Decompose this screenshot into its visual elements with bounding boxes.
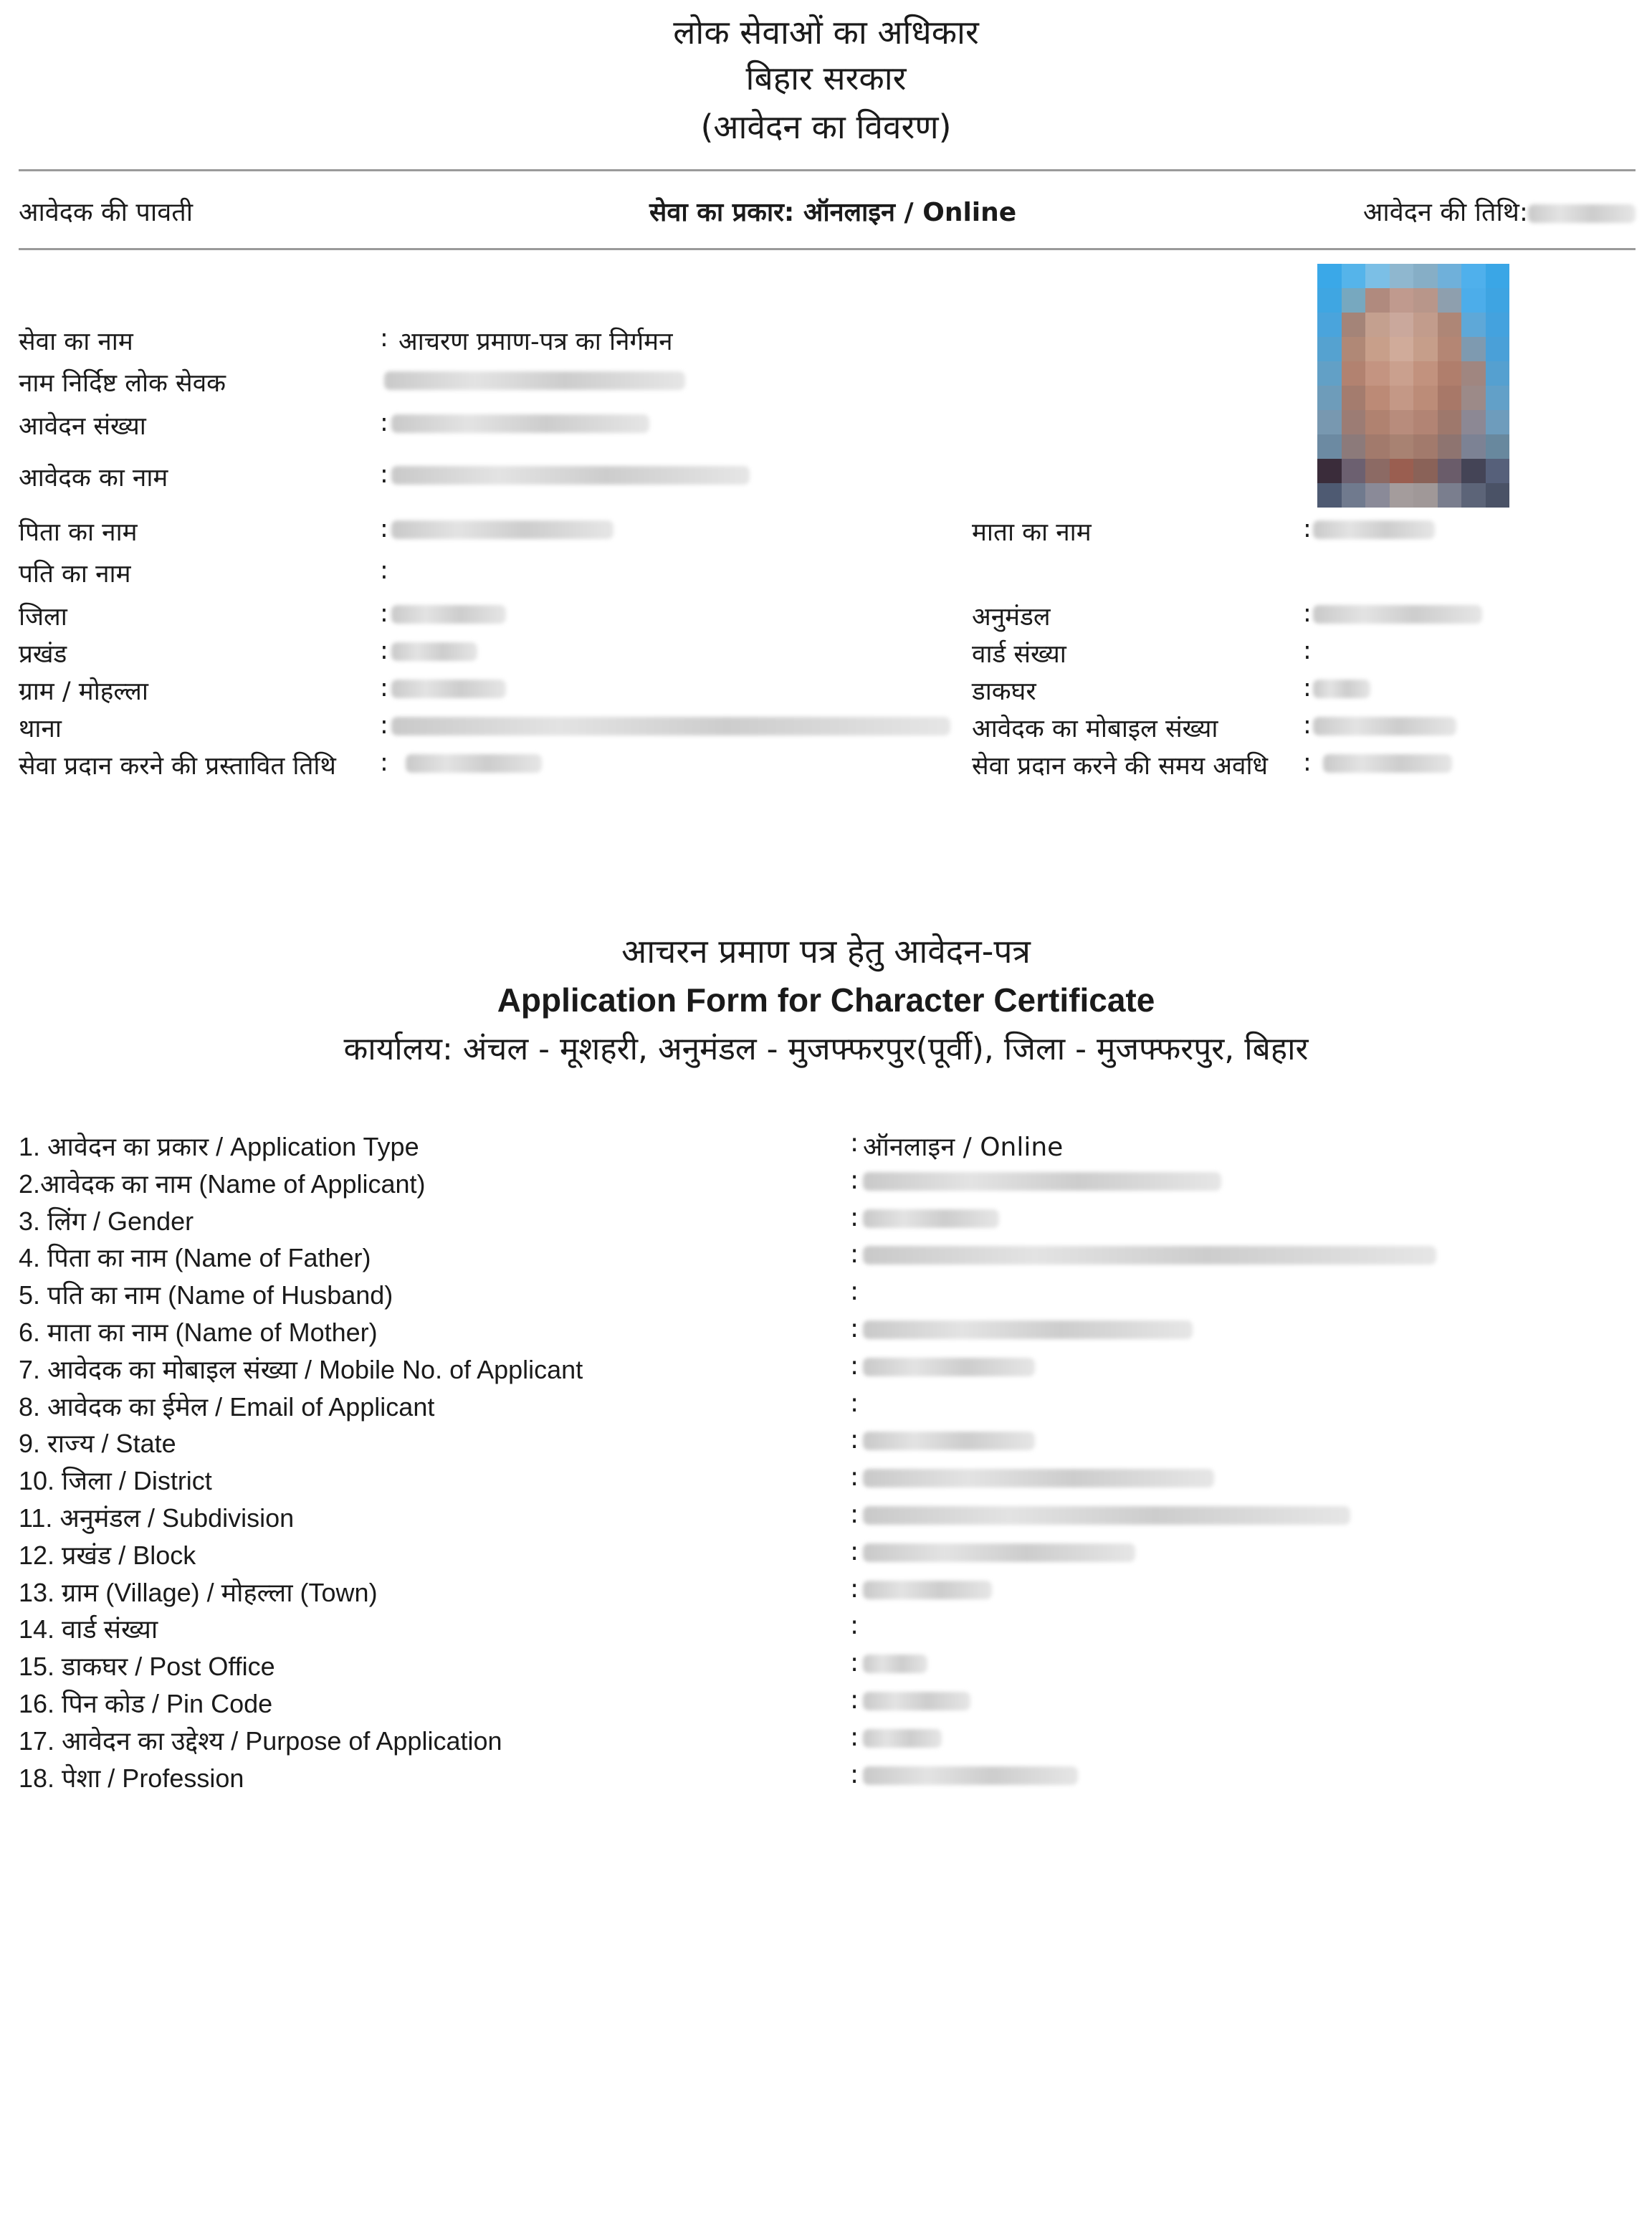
redacted-value xyxy=(1313,680,1370,698)
form-field-value xyxy=(863,1537,1135,1566)
redacted-value xyxy=(391,642,477,661)
redacted-value xyxy=(391,466,750,485)
info-district: जिला : xyxy=(19,599,950,635)
form-field-value xyxy=(863,1314,1193,1343)
form-field-row: 2.आवेदक का नाम (Name of Applicant) : xyxy=(19,1166,1595,1201)
form-field-row: 12. प्रखंड / Block : xyxy=(19,1537,1595,1573)
redacted-value xyxy=(406,754,542,773)
redacted-value xyxy=(863,1655,927,1673)
form-field-value xyxy=(863,1685,970,1715)
redacted-value xyxy=(863,1469,1214,1487)
redacted-value xyxy=(391,680,506,698)
form-field-row: 6. माता का नाम (Name of Mother) : xyxy=(19,1314,1595,1350)
form-field-label: 1. आवेदन का प्रकार / Application Type xyxy=(19,1132,419,1161)
form-field-label: 15. डाकघर / Post Office xyxy=(19,1652,275,1681)
header-title-line3: (आवेदन का विवरण) xyxy=(700,108,952,146)
applicant-photo xyxy=(1317,264,1509,508)
form-field-value xyxy=(863,1239,1436,1269)
form-field-row: 11. अनुमंडल / Subdivision : xyxy=(19,1500,1595,1536)
form-field-label: 8. आवेदक का ईमेल / Email of Applicant xyxy=(19,1392,435,1422)
info-husband-name: पति का नाम : xyxy=(19,556,388,589)
form-field-row: 14. वार्ड संख्या : xyxy=(19,1611,1595,1647)
form-field-row: 1. आवेदन का प्रकार / Application Type : ऑनलाइन / Online xyxy=(19,1128,1064,1162)
form-field-label: 13. ग्राम (Village) / मोहल्ला (Town) xyxy=(19,1578,378,1607)
form-field-label: 11. अनुमंडल / Subdivision xyxy=(19,1503,295,1533)
form-field-label: 5. पति का नाम (Name of Husband) xyxy=(19,1280,393,1310)
form-field-row: 13. ग्राम (Village) / मोहल्ला (Town) : xyxy=(19,1574,1595,1610)
form-field-row: 18. पेशा / Profession : xyxy=(19,1760,1595,1796)
redacted-value xyxy=(863,1358,1035,1376)
form-field-label: 2.आवेदक का नाम (Name of Applicant) xyxy=(19,1169,426,1199)
info-ward: वार्ड संख्या : xyxy=(972,637,1312,669)
form-field-label: 17. आवेदन का उद्देश्य / Purpose of Application xyxy=(19,1726,502,1756)
receipt-label: आवेदक की पावती xyxy=(19,198,194,227)
form-title-english: Application Form for Character Certificate xyxy=(497,981,1155,1019)
form-field-row: 17. आवेदन का उद्देश्य / Purpose of Application : xyxy=(19,1723,1595,1758)
service-type: सेवा का प्रकार: ऑनलाइन / Online xyxy=(649,198,1017,227)
redacted-value xyxy=(1313,605,1482,624)
form-field-row: 16. पिन कोड / Pin Code : xyxy=(19,1685,1595,1721)
form-field-value xyxy=(863,1760,1078,1789)
form-field-label: 16. पिन कोड / Pin Code xyxy=(19,1689,273,1718)
redacted-value xyxy=(863,1172,1221,1191)
divider-top xyxy=(19,169,1636,171)
form-field-value xyxy=(863,1351,1035,1381)
form-field-row: 5. पति का नाम (Name of Husband) : xyxy=(19,1277,1595,1313)
divider-bottom xyxy=(19,248,1636,250)
form-field-row: 8. आवेदक का ईमेल / Email of Applicant : xyxy=(19,1389,1595,1424)
form-field-value xyxy=(863,1166,1221,1195)
form-office-line: कार्यालय: अंचल - मूशहरी, अनुमंडल - मुजफ्फरपुर(पूर्वी), जिला - मुजफ्फरपुर, बिहार xyxy=(343,1031,1309,1067)
redacted-date xyxy=(1528,204,1636,223)
form-field-row: 4. पिता का नाम (Name of Father) : xyxy=(19,1239,1595,1275)
redacted-value xyxy=(391,520,613,539)
redacted-value xyxy=(391,605,506,624)
form-title-hindi: आचरन प्रमाण पत्र हेतु आवेदन-पत्र xyxy=(621,932,1031,971)
redacted-value xyxy=(863,1209,999,1228)
form-field-value: ऑनलाइन / Online xyxy=(863,1133,1064,1162)
header-title-line2: बिहार सरकार xyxy=(745,59,907,97)
redacted-value xyxy=(384,371,685,390)
info-mobile: आवेदक का मोबाइल संख्या : xyxy=(972,711,1617,747)
redacted-value xyxy=(1313,717,1456,735)
form-field-value xyxy=(863,1648,927,1677)
form-field-label: 3. लिंग / Gender xyxy=(19,1206,194,1236)
receipt-row xyxy=(19,194,1636,229)
form-field-value xyxy=(863,1574,992,1604)
form-field-value xyxy=(863,1500,1350,1529)
info-application-no: आवेदन संख्या : xyxy=(19,409,1165,444)
redacted-value xyxy=(863,1246,1436,1265)
application-date-label: आवेदन की तिथि: xyxy=(1362,198,1528,227)
info-block: प्रखंड : xyxy=(19,637,950,672)
info-mother-name: माता का नाम : xyxy=(972,515,1617,551)
info-subdivision: अनुमंडल : xyxy=(972,599,1617,635)
header-title-line1: लोक सेवाओं का अधिकार xyxy=(673,13,979,52)
form-field-label: 14. वार्ड संख्या xyxy=(19,1614,158,1644)
info-service-name: सेवा का नाम : आचरण प्रमाण-पत्र का निर्गमन xyxy=(19,324,673,356)
form-field-row: 7. आवेदक का मोबाइल संख्या / Mobile No. of Applicant : xyxy=(19,1351,1595,1387)
info-father-name: पिता का नाम : xyxy=(19,515,950,551)
info-police-station: थाना : xyxy=(19,711,950,747)
info-applicant-name: आवेदक का नाम : xyxy=(19,460,1165,496)
form-field-value xyxy=(863,1203,999,1232)
form-field-label: 4. पिता का नाम (Name of Father) xyxy=(19,1243,371,1272)
redacted-value xyxy=(1323,754,1452,773)
form-field-label: 7. आवेदक का मोबाइल संख्या / Mobile No. of Applicant xyxy=(19,1355,583,1384)
redacted-value xyxy=(863,1506,1350,1525)
application-date xyxy=(1363,194,1636,229)
form-field-row: 10. जिला / District : xyxy=(19,1462,1595,1498)
redacted-value xyxy=(863,1432,1035,1450)
redacted-value xyxy=(391,414,649,433)
info-public-servant: नाम निर्दिष्ट लोक सेवक xyxy=(19,366,1165,401)
form-field-label: 9. राज्य / State xyxy=(19,1429,176,1458)
form-field-row: 3. लिंग / Gender : xyxy=(19,1203,1595,1239)
form-field-value xyxy=(863,1723,942,1752)
redacted-value xyxy=(863,1729,942,1748)
form-field-label: 6. माता का नाम (Name of Mother) xyxy=(19,1318,378,1347)
form-field-label: 10. जिला / District xyxy=(19,1466,212,1495)
form-field-label: 18. पेशा / Profession xyxy=(19,1763,244,1793)
form-field-row: 9. राज्य / State : xyxy=(19,1425,1595,1461)
info-post-office: डाकघर : xyxy=(972,674,1617,710)
redacted-value xyxy=(863,1543,1135,1562)
form-field-value xyxy=(863,1462,1214,1492)
redacted-value xyxy=(863,1581,992,1599)
info-village: ग्राम / मोहल्ला : xyxy=(19,674,950,710)
form-field-label: 12. प्रखंड / Block xyxy=(19,1541,196,1570)
info-time-period: सेवा प्रदान करने की समय अवधि : xyxy=(972,748,1617,784)
redacted-value xyxy=(391,717,950,735)
info-proposed-date: सेवा प्रदान करने की प्रस्तावित तिथि : xyxy=(19,748,950,784)
redacted-value xyxy=(863,1692,970,1710)
redacted-value xyxy=(863,1320,1193,1339)
redacted-value xyxy=(1313,520,1435,539)
form-field-value xyxy=(863,1425,1035,1455)
form-field-row: 15. डाकघर / Post Office : xyxy=(19,1648,1595,1684)
redacted-value xyxy=(863,1766,1078,1785)
